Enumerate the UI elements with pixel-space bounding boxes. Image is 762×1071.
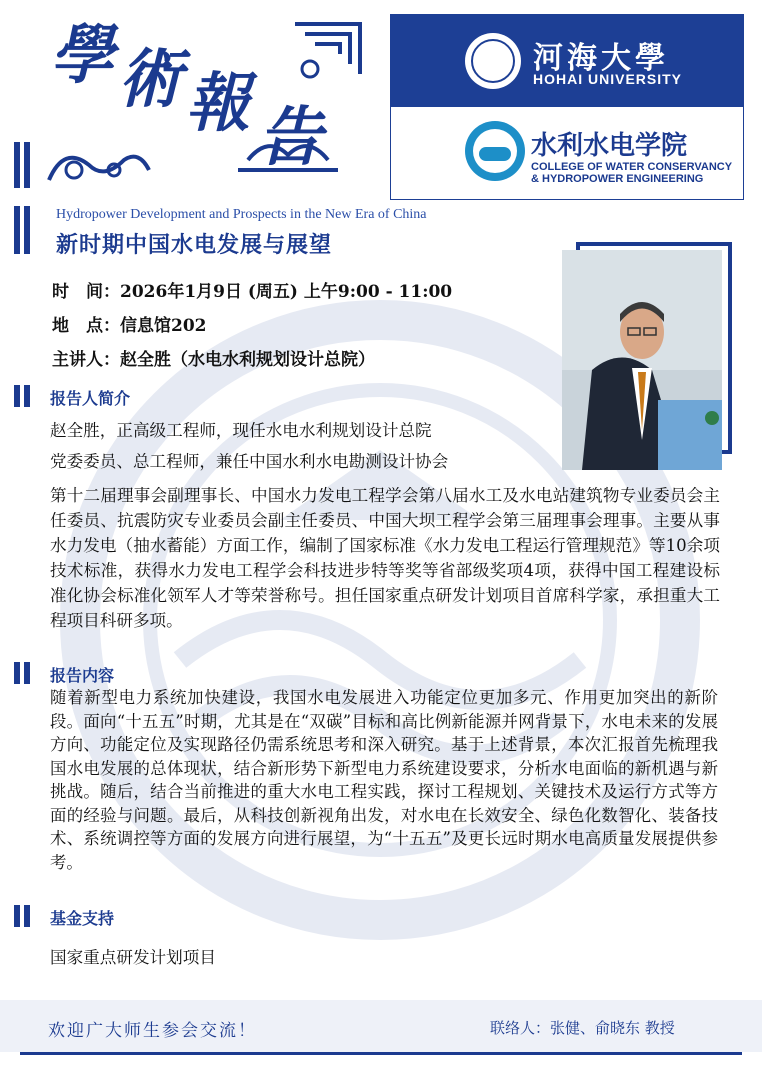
- talk-time: 时 间：2026年1月9日 (周五) 上午9:00 - 11:00: [52, 282, 453, 302]
- cloud-ornament-icon: [228, 120, 348, 180]
- talk-title-cn: 新时期中国水电发展与展望: [56, 232, 333, 258]
- university-name-en: HOHAI UNIVERSITY: [533, 71, 683, 87]
- college-name-en-line2: & HYDROPOWER ENGINEERING: [531, 173, 704, 185]
- bio-line-2: 党委委员、总工程师，兼任中国水利水电勘测设计协会: [50, 452, 449, 471]
- talk-place: 地 点：信息馆202: [52, 316, 207, 336]
- speaker-photo: [562, 250, 722, 470]
- title-char-1: 學: [50, 18, 114, 93]
- speaker-photo-wrap: [562, 250, 722, 472]
- welcome-text: 欢迎广大师生参会交流！: [48, 1021, 257, 1041]
- bio-body: 第十二届理事会副理事长、中国水力发电工程学会第八届水工及水电站建筑物专业委员会主任委员、抗震防灾专业委员会副主任委员、中国大坝工程学会第三届理事会理事。主要从事水力发电（抽水蓄能）方面工作，编制了国家标准《水力发电工程运行管理规范》等10余项技术标准，获得水力发电工程学会科技进步特等奖等省部级奖项4项，获得中国工程建设标准化协会标准化领军人才等荣誉称号。担任国家重点研发计划项目首席科学家，承担重大工程项目科研多项。: [50, 486, 720, 630]
- title-marker: [14, 206, 20, 254]
- college-emblem-icon: [465, 121, 525, 181]
- title-char-3: 報: [186, 66, 250, 141]
- university-name-cn: 河海大學: [533, 41, 669, 76]
- decor-bar: [14, 142, 20, 188]
- title-char-2: 術: [118, 42, 182, 117]
- content-heading: 报告内容: [50, 666, 115, 685]
- bio-heading: 报告人简介: [50, 389, 131, 408]
- college-logo-row: [391, 107, 743, 199]
- decor-bar: [24, 142, 30, 188]
- logo-panel: [390, 14, 744, 200]
- content-body: 随着新型电力系统加快建设，我国水电发展进入功能定位更加多元、作用更加突出的新阶段。面向“十五五”时期，尤其是在“双碳”目标和高比例新能源并网背景下，水电未来的发展方向、功能定位及实现路径仍需系统思考和深入研究。基于上述背景，本次汇报首先梳理我国水电发展的总体现状，结合新形势下新型电力系统建设要求，分析水电面临的新机遇与新挑战。随后，结合当前推进的重大水电工程实践，探讨工程规划、关键技术及运行方式等方面的经验与问题。最后，从科技创新视角出发，对水电在长效安全、绿色化数智化、装备技术、系统调控等方面的发展方向进行展望，为“十五五”及更长远时期水电高质量发展提供参考。: [50, 688, 718, 872]
- college-name-en: [531, 161, 732, 185]
- college-name-cn: 水利水电学院: [531, 131, 688, 161]
- cloud-ornament-icon: [290, 14, 370, 84]
- university-seal-icon: [465, 33, 521, 89]
- funding-text: 国家重点研发计划项目: [50, 948, 216, 967]
- talk-speaker: 主讲人：赵全胜（水电水利规划设计总院）: [52, 350, 375, 370]
- title-marker: [24, 206, 30, 254]
- footer-rule: [20, 1052, 742, 1055]
- bio-line-1: 赵全胜，正高级工程师，现任水电水利规划设计总院: [50, 421, 432, 440]
- college-name-en-line1: COLLEGE OF WATER CONSERVANCY: [531, 161, 733, 173]
- title-char-4: 告: [258, 100, 322, 175]
- footer: [0, 1000, 762, 1052]
- talk-title-en: Hydropower Development and Prospects in the New Era of China: [56, 207, 427, 222]
- cloud-ornament-icon: [44, 140, 154, 190]
- contact-text: 联络人：张健、俞晓东 教授: [490, 1019, 675, 1037]
- funding-heading: 基金支持: [50, 909, 115, 928]
- university-logo-row: [391, 15, 743, 107]
